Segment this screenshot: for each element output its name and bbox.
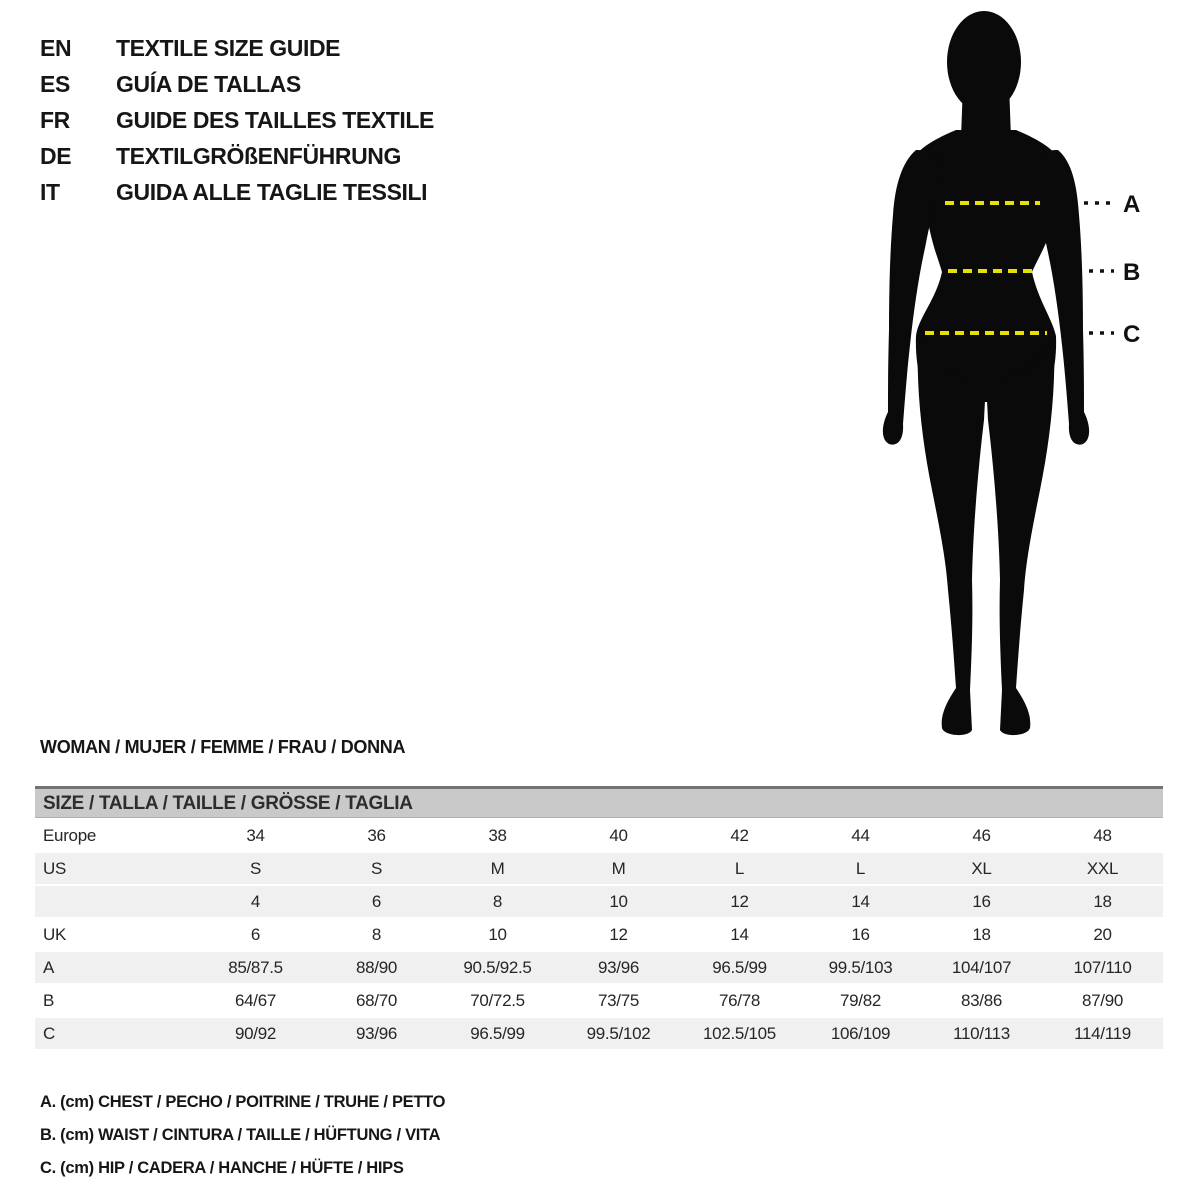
size-table-row [35, 919, 1163, 950]
size-table-row [35, 853, 1163, 884]
size-cell: 14 [851, 891, 870, 911]
lang-code: FR [40, 106, 70, 133]
size-cell: 46 [972, 825, 991, 845]
lang-code: IT [40, 178, 60, 205]
size-cell: 8 [371, 924, 382, 944]
size-cell: M [611, 858, 626, 878]
size-cell: 8 [492, 891, 503, 911]
size-table-row [35, 820, 1163, 851]
size-cell: 79/82 [839, 990, 882, 1010]
size-table-row [35, 952, 1163, 983]
lang-row-es [40, 66, 434, 102]
size-cell: 107/110 [1073, 957, 1132, 977]
lang-row-de [40, 138, 434, 174]
silhouette-left-leg [918, 336, 986, 735]
row-label: UK [43, 924, 67, 944]
lang-row-it [40, 174, 434, 210]
size-cell: 6 [371, 891, 382, 911]
row-label: B [43, 990, 55, 1010]
lang-row-fr [40, 102, 434, 138]
size-cell: 10 [488, 924, 507, 944]
size-cell: 114/119 [1074, 1023, 1131, 1043]
woman-silhouette-svg [860, 0, 1200, 740]
size-cell: 110/113 [953, 1023, 1010, 1043]
size-cell: 73/75 [597, 990, 640, 1010]
size-cell: 6 [250, 924, 261, 944]
size-cell: 44 [851, 825, 870, 845]
size-cell: 102.5/105 [703, 1023, 776, 1043]
size-cell: 18 [1093, 891, 1112, 911]
lang-title: GUIDA ALLE TAGLIE TESSILI [116, 178, 428, 205]
size-cell: 34 [246, 825, 265, 845]
size-cell: S [370, 858, 383, 878]
woman-silhouette [883, 11, 1089, 735]
size-cell: 90.5/92.5 [463, 957, 532, 977]
size-cell: 96.5/99 [712, 957, 767, 977]
size-table-row [35, 1018, 1163, 1049]
section-title: WOMAN / MUJER / FEMME / FRAU / DONNA [40, 737, 406, 757]
size-cell: 14 [730, 924, 749, 944]
size-cell: 38 [488, 825, 507, 845]
measure-label-b: B [1123, 259, 1141, 286]
silhouette-neck [961, 84, 1011, 138]
row-label: C [43, 1023, 55, 1043]
lang-row-en [40, 30, 434, 66]
row-label: US [43, 858, 67, 878]
size-cell: 48 [1093, 825, 1112, 845]
size-table-row [35, 886, 1163, 917]
size-cell: 18 [972, 924, 991, 944]
size-cell: 16 [851, 924, 870, 944]
size-cell: 93/96 [355, 1023, 398, 1043]
measure-label-a: A [1123, 191, 1141, 218]
size-cell: 90/92 [234, 1023, 277, 1043]
size-cell: M [490, 858, 505, 878]
size-cell: 70/72.5 [470, 990, 525, 1010]
note-hip: C. (cm) HIP / CADERA / HANCHE / HÜFTE / HIPS [40, 1159, 404, 1177]
lang-title: GUÍA DE TALLAS [116, 70, 301, 97]
size-cell: 99.5/102 [586, 1023, 651, 1043]
size-cell: 93/96 [597, 957, 640, 977]
size-cell: XXL [1086, 858, 1119, 878]
lang-code: ES [40, 70, 70, 97]
note-waist: B. (cm) WAIST / CINTURA / TAILLE / HÜFTUNG / VITA [40, 1126, 441, 1144]
size-cell: 40 [609, 825, 628, 845]
size-cell: 106/109 [830, 1023, 891, 1043]
size-cell: 96.5/99 [470, 1023, 525, 1043]
note-chest: A. (cm) CHEST / PECHO / POITRINE / TRUHE / PETTO [40, 1093, 446, 1111]
size-cell: 12 [609, 924, 628, 944]
size-table-header: SIZE / TALLA / TAILLE / GRÖSSE / TAGLIA [35, 786, 1163, 818]
size-cell: 16 [972, 891, 991, 911]
size-cell: 12 [730, 891, 749, 911]
measure-label-c: C [1123, 321, 1141, 348]
size-cell: L [734, 858, 745, 878]
size-cell: 99.5/103 [828, 957, 893, 977]
silhouette-right-leg [986, 336, 1054, 735]
size-cell: 88/90 [355, 957, 398, 977]
size-cell: 87/90 [1081, 990, 1124, 1010]
lang-title: GUIDE DES TAILLES TEXTILE [116, 106, 434, 133]
size-table [35, 786, 1163, 1049]
size-cell: 10 [609, 891, 628, 911]
measurement-figure [860, 0, 1200, 740]
size-cell: 83/86 [960, 990, 1003, 1010]
language-title-list [40, 30, 434, 210]
size-cell: 76/78 [718, 990, 761, 1010]
row-label: Europe [43, 825, 97, 845]
lang-title: TEXTILGRÖßENFÜHRUNG [116, 142, 401, 169]
lang-code: DE [40, 142, 72, 169]
size-cell: 104/107 [951, 957, 1012, 977]
measurement-notes [40, 1086, 445, 1185]
size-table-body [35, 820, 1163, 1049]
size-cell: S [249, 858, 262, 878]
size-cell: XL [971, 858, 992, 878]
size-cell: 36 [367, 825, 386, 845]
row-label: A [43, 957, 55, 977]
size-cell: 20 [1093, 924, 1112, 944]
size-cell: 85/87.5 [228, 957, 283, 977]
size-cell: 68/70 [355, 990, 398, 1010]
size-table-row [35, 985, 1163, 1016]
size-cell: 4 [250, 891, 261, 911]
lang-code: EN [40, 34, 72, 61]
size-cell: 64/67 [234, 990, 277, 1010]
size-cell: 42 [730, 825, 749, 845]
lang-title: TEXTILE SIZE GUIDE [116, 34, 341, 61]
size-cell: L [855, 858, 866, 878]
